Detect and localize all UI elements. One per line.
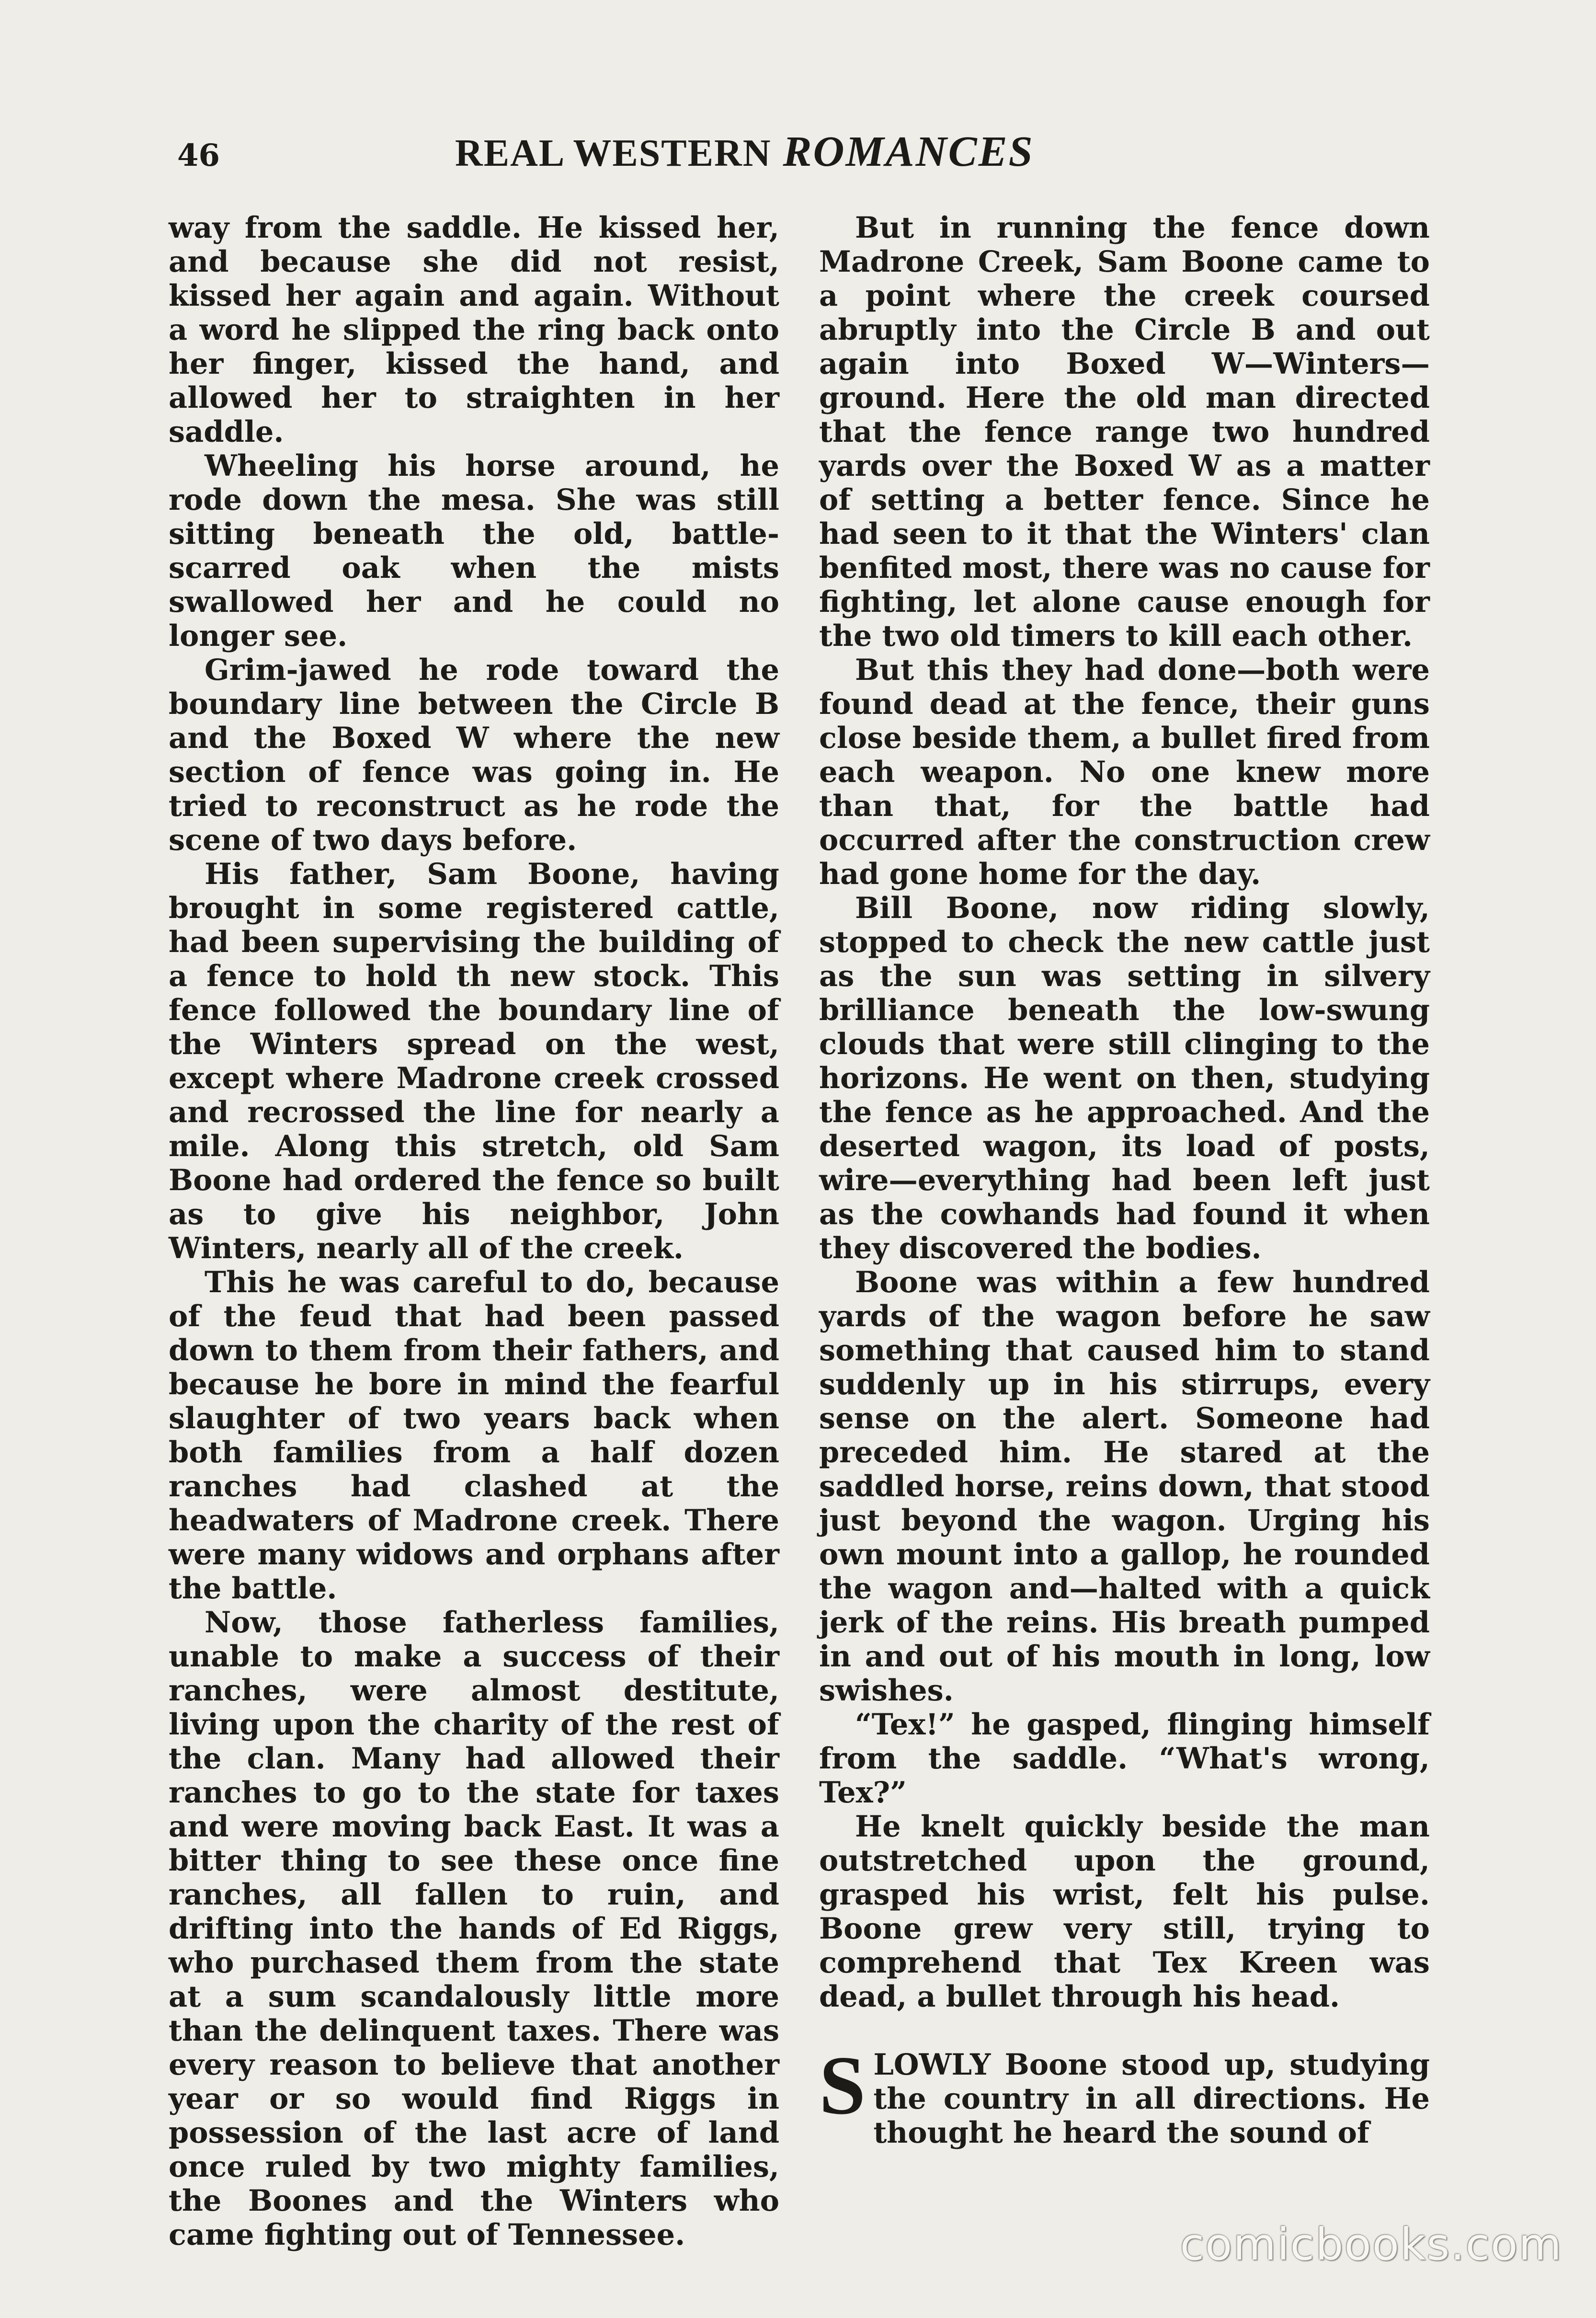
paragraph: Grim-jawed he rode toward the boundary line between the Circle B and the Boxed W where the new section of fence was going in. He tried to reconstruct as he rode the scene of two days before. <box>169 653 779 857</box>
right-column <box>819 211 1430 2150</box>
paragraph: Bill Boone, now riding slowly, stopped to check the new cattle just as the sun was setting in silvery brilliance beneath the low-swung clouds that were still clinging to the horizons. He went on then, studying the fence as he approached. And the deserted wagon, its load of posts, wire—everything had been left just as the cowhands had found it when they discovered the bodies. <box>819 891 1430 1265</box>
section-start-text: LOWLY Boone stood up, studying the country in all directions. He thought he heard the sound of <box>873 2048 1430 2150</box>
paragraph: Now, those fatherless families, unable to make a success of their ranches, were almost destitute, living upon the charity of the rest of the clan. Many had allowed their ranches to go to the state for taxes and were moving back East. It was a bitter thing to see these once fine ranches, all fallen to ruin, and drifting into the hands of Ed Riggs, who purchased them from the state at a sum scandalously little more than the delinquent taxes. There was every reason to believe that another year or so would find Riggs in possession of the last acre of land once ruled by two mighty families, the Boones and the Winters who came fighting out of Tennessee. <box>169 1606 779 2252</box>
page-number: 46 <box>177 138 220 173</box>
paragraph: His father, Sam Boone, having brought in some registered cattle, had been supervising the building of a fence to hold th new stock. This fence followed the boundary line of the Winters spread on the west, except where Madrone creek crossed and recrossed the line for nearly a mile. Along this stretch, old Sam Boone had ordered the fence so built as to give his neighbor, John Winters, nearly all of the creek. <box>169 857 779 1265</box>
paragraph: Wheeling his horse around, he rode down the mesa. She was still sitting beneath the old, battle-scarred oak when the mists swallowed her and he could no longer see. <box>169 449 779 653</box>
section-start-paragraph <box>819 2039 1430 2150</box>
paragraph: Boone was within a few hundred yards of the wagon before he saw something that caused him to stand suddenly up in his stirrups, every sense on the alert. Someone had preceded him. He stared at the saddled horse, reins down, that stood just beyond the wagon. Urging his own mount into a gallop, he rounded the wagon and—halted with a quick jerk of the reins. His breath pumped in and out of his mouth in long, low swishes. <box>819 1265 1430 1708</box>
left-column <box>169 211 779 2252</box>
paragraph: He knelt quickly beside the man outstretched upon the ground, grasped his wrist, felt his pulse. Boone grew very still, trying to comprehend that Tex Kreen was dead, a bullet through his head. <box>819 1810 1430 2014</box>
paragraph: But in running the fence down Madrone Creek, Sam Boone came to a point where the creek coursed abruptly into the Circle B and out again into Boxed W—Winters—ground. Here the old man directed that the fence range two hundred yards over the Boxed W as a matter of setting a better fence. Since he had seen to it that the Winters' clan benfited most, there was no cause for fighting, let alone cause enough for the two old timers to kill each other. <box>819 211 1430 653</box>
magazine-title-part1: REAL WESTERN <box>455 132 772 174</box>
magazine-title-part2: ROMANCES <box>783 128 1034 175</box>
drop-cap: S <box>819 2039 866 2132</box>
watermark: comicbooks.com <box>1180 2219 1562 2270</box>
paragraph: “Tex!” he gasped, flinging himself from the saddle. “What's wrong, Tex?” <box>819 1708 1430 1810</box>
paragraph: This he was careful to do, because of the feud that had been passed down to them from their fathers, and because he bore in mind the fearful slaughter of two years back when both families from a half dozen ranches had clashed at the headwaters of Madrone creek. There were many widows and orphans after the battle. <box>169 1265 779 1606</box>
page-header <box>177 127 1135 180</box>
paragraph: But this they had done—both were found dead at the fence, their guns close beside them, a bullet fired from each weapon. No one knew more than that, for the battle had occurred after the construction crew had gone home for the day. <box>819 653 1430 891</box>
paragraph: way from the saddle. He kissed her, and because she did not resist, kissed her again and again. Without a word he slipped the ring back onto her finger, kissed the hand, and allowed her to straighten in her saddle. <box>169 211 779 449</box>
